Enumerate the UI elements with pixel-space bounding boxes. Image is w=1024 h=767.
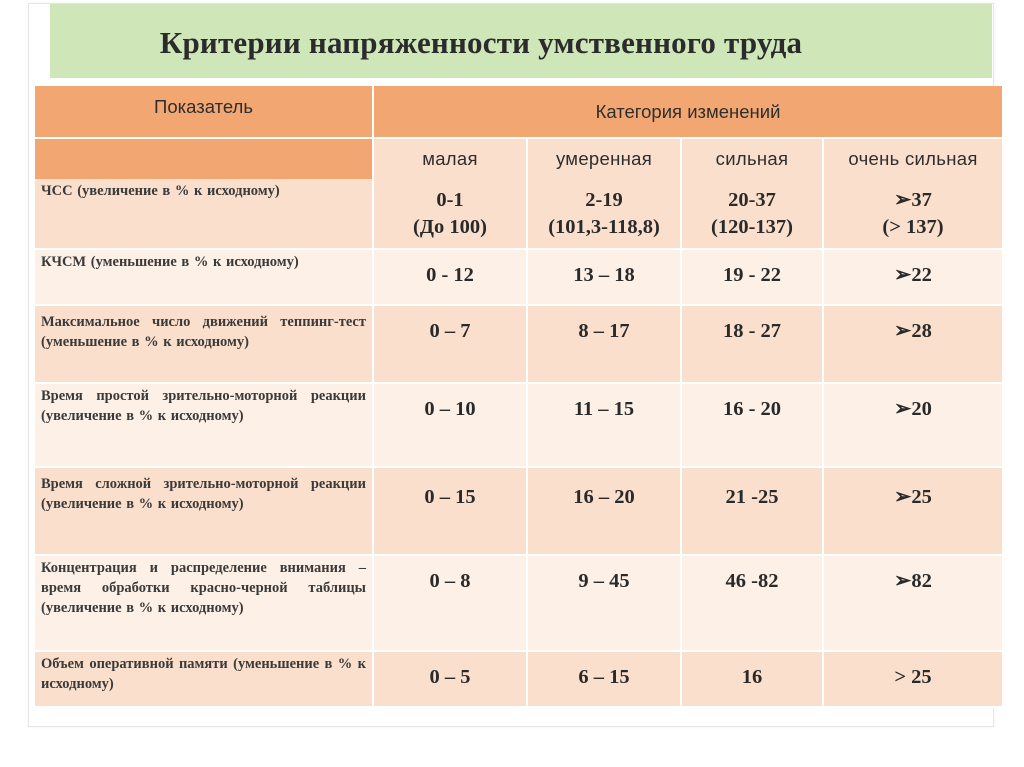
value-cell: 9 – 45 [527, 555, 681, 651]
value-line: 20-37 [728, 189, 776, 211]
indicator-cell: Время простой зрительно-моторной реакции (увеличение в % к исходному) [35, 383, 373, 467]
indicator-cell: Максимальное число движений теппинг-тест (уменьшение в % к исходному) [35, 305, 373, 383]
header-row-main [35, 86, 1002, 138]
value-cell: 46 -82 [681, 555, 823, 651]
header-indicator-spacer [35, 138, 373, 179]
criteria-table [35, 86, 1002, 708]
table-row [35, 651, 1002, 707]
value-cell: ➢25 [823, 467, 1002, 555]
page-title: Критерии напряженности умственного труда [159, 25, 803, 60]
value-cell: 16 - 20 [681, 383, 823, 467]
table-row [35, 555, 1002, 651]
table-row [35, 179, 1002, 249]
value-line: (101,3-118,8) [548, 216, 660, 238]
value-cell: 8 – 17 [527, 305, 681, 383]
value-cell: 19 - 22 [681, 249, 823, 305]
table-row [35, 249, 1002, 305]
value-cell: > 25 [823, 651, 1002, 707]
value-cell: 18 - 27 [681, 305, 823, 383]
value-line: 0-1 [436, 189, 464, 211]
value-cell [373, 179, 527, 249]
value-cell: 16 – 20 [527, 467, 681, 555]
category-moderate: умеренная [527, 138, 681, 179]
value-cell: 0 - 12 [373, 249, 527, 305]
indicator-cell: ЧСС (увеличение в % к исходному) [35, 179, 373, 249]
value-line: 2-19 [585, 189, 623, 211]
table-row [35, 467, 1002, 555]
value-cell: 11 – 15 [527, 383, 681, 467]
table-row [35, 305, 1002, 383]
value-cell: 0 – 15 [373, 467, 527, 555]
value-cell: 13 – 18 [527, 249, 681, 305]
indicator-cell: КЧСМ (уменьшение в % к исходному) [35, 249, 373, 305]
value-cell [823, 179, 1002, 249]
value-cell: ➢22 [823, 249, 1002, 305]
value-cell: ➢28 [823, 305, 1002, 383]
value-cell: ➢82 [823, 555, 1002, 651]
value-cell: 0 – 7 [373, 305, 527, 383]
value-cell [527, 179, 681, 249]
indicator-cell: Концентрация и распределение внимания – время обработки красно-черной таблицы (увеличение в % к исходному) [35, 555, 373, 651]
category-very-strong: очень сильная [823, 138, 1002, 179]
value-cell: 16 [681, 651, 823, 707]
category-small: малая [373, 138, 527, 179]
table-row [35, 383, 1002, 467]
indicator-cell: Время сложной зрительно-моторной реакции (увеличение в % к исходному) [35, 467, 373, 555]
value-cell [681, 179, 823, 249]
value-cell: ➢20 [823, 383, 1002, 467]
value-line: (До 100) [413, 216, 487, 238]
value-line: (120-137) [711, 216, 793, 238]
title-banner [50, 4, 992, 78]
header-row-categories [35, 138, 1002, 179]
value-cell: 0 – 10 [373, 383, 527, 467]
value-cell: 0 – 8 [373, 555, 527, 651]
value-line: (> 137) [882, 216, 944, 238]
indicator-cell: Объем оперативной памяти (уменьшение в % к исходному) [35, 651, 373, 707]
value-cell: 21 -25 [681, 467, 823, 555]
value-line: ➢37 [894, 189, 932, 211]
header-category: Категория изменений [373, 86, 1002, 138]
value-cell: 6 – 15 [527, 651, 681, 707]
category-strong: сильная [681, 138, 823, 179]
value-cell: 0 – 5 [373, 651, 527, 707]
header-indicator: Показатель [35, 86, 373, 138]
